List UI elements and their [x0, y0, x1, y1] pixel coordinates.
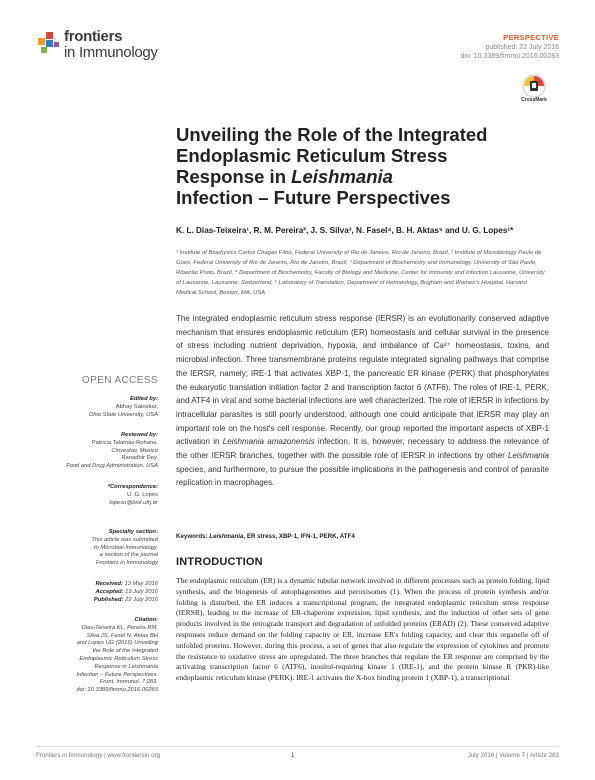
frontiers-logo-icon — [36, 30, 62, 56]
footer-rule — [36, 746, 559, 747]
open-access-label: OPEN ACCESS — [81, 375, 158, 386]
specialty-section: Specialty section: This article was submitted to Microbial Immunology, a section of the journal Frontiers in Immunology — [91, 529, 158, 567]
journal-name: frontiers — [64, 28, 123, 45]
citation: Citation: Dias-Teixeira KL, Pereira RM, Silva JS, Fasel N, Aktas BH and Lopes UG (2016) Unveiling the Role of the Integrated Endoplasmic Reticulum Stress Response in Leishmania Infection – Future Perspectives. Front. Immunol. 7:283. doi: 10.3389/fimmu.2016.00283 — [76, 617, 158, 694]
section-heading-introduction: INTRODUCTION — [176, 556, 263, 568]
crossmark-icon[interactable] — [522, 74, 546, 98]
published-date: published: 22 July 2016 — [485, 44, 559, 51]
affiliations: ¹ Institute of Biophysics Carlos Chagas Filho, Federal University of Rio de Janeiro, Rio de Janeiro, Brazil, ² Institute of Microbiology Paulo de Goes, Federal University of Rio de Janeiro, Rio de Janeiro, Brazil, ³ Department of Biochemistry and Immunology, University of São Paulo, Ribeirão Preto, Brazil, ⁴ Department of Biochemistry, Faculty of Biology and Medicine, Center for Immunity and Infection Lausanne, University of Lausanne, Lausanne, Switzerland, ⁵ Laboratory of Translation, Department of Hematology, Brigham and Women's Hospital, Harvard Medical School, Boston, MA, USA — [176, 250, 545, 296]
introduction-body: The endoplasmic reticulum (ER) is a dynamic tubular network involved in different processes such as protein folding, lipid synthesis, and the biogenesis of autophagosomes and peroxisomes (1). When the process of protein synthesis and/or folding is disturbed, the ER induces a transcriptional program, the integrated endoplasmic reticulum stress response (IERSR), leading to the increase of ER-chaperone expression, lipid synthesis, and the induction of other sets of gene products involved in the retrograde transport and degradation of unfolded proteins (ERAD) (2). These conserved adaptive responses reduce demand on the folding capacity or ER, increase ER's folding capacity, and clear this organelle off of unfolded proteins. However, during this process, a set of genes that also regulate the expression of cytokines and promote the resistance to oxidative stress are upregulated. The three branches that regulate the ER response are comprised by the activating transcription factor 6 (ATF6), inositol-requiring kinase 1 (IRE-1), and the protein kinase R (PKR)-like endoplasmic reticulum kinase (PERK). IRE-1 activates the X-box binding protein 1 (XBP-1), a transcriptional — [176, 576, 549, 683]
article-title: Unveiling the Role of the Integrated Endoplasmic Reticulum Stress Response in Leishmania Infection – Future Perspectives — [176, 124, 488, 208]
article-type: PERSPECTIVE — [503, 33, 559, 42]
author-list: K. L. Dias-Teixeira¹, R. M. Pereira², J. S. Silva³, N. Fasel⁴, B. H. Aktas⁵ and U. G. Lopes¹* — [176, 226, 514, 235]
correspondence-email[interactable]: lopesu@biof.ufrj.br — [109, 499, 158, 506]
keywords: Keywords: Leishmania, ER stress, XBP-1, IFN-1, PERK, ATF4 — [176, 533, 355, 540]
crossmark-label: CrossMark — [521, 97, 547, 103]
footer-issue: July 2016 | Volume 7 | Article 283 — [467, 752, 559, 759]
page-number: 1 — [291, 752, 295, 759]
reviewed-by: Reviewed by: Patricia Talamás-Rohana, Cinvestav, Mexico Ranadhir Dey, Food and Drug Administration, USA — [66, 432, 158, 470]
dates: Received: 13 May 2016 Accepted: 13 July 2016 Published: 22 July 2016 — [93, 581, 158, 603]
edited-by: Edited by: Abhay Satoskar, Ohio State University, USA — [88, 396, 158, 418]
doi-link[interactable]: doi: 10.3389/fimmu.2016.00283 — [460, 53, 559, 60]
abstract: The integrated endoplasmic reticulum stress response (IERSR) is an evolutionarily conserved adaptive mechanism that ensures endoplasmic reticulum (ER) homeostasis and cellular survival in the presence of stress including nutrient deprivation, hypoxia, and imbalance of Ca²⁺ homeostasis, toxins, and microbial infection. Three transmembrane proteins regulate integrated signaling pathways that comprise the IERSR, namely; IRE-1 that activates XBP-1, the pancreatic ER kinase (PERK) that phosphorylates the eukaryotic translation initiation factor 2 and transcription factor 6 (ATF6). The roles of IRE-1, PERK, and ATF4 in viral and some bacterial infections are well characterized. The role of IERSR in infections by intracellular parasites is still poorly understood, although one could anticipate that IERSR may play an important role on the host's cell response. Recently, our group reported the important aspects of XBP-1 activation in Leishmania amazonensis infection. It is, however, necessary to address the relevance of the other IERSR branches, together with the possible role of IERSR in infections by other Leishmania species, and furthermore, to pursue the possible implications in the pathogenesis and control of parasite replication in macrophages. — [176, 314, 550, 488]
journal-subtitle: in Immunology — [64, 44, 158, 61]
correspondence: *Correspondence: U. G. Lopes lopesu@biof.ufrj.br — [30, 484, 158, 507]
publication-info — [461, 43, 559, 61]
footer-journal[interactable]: Frontiers in Immunology | www.frontiersin.org — [36, 752, 161, 759]
